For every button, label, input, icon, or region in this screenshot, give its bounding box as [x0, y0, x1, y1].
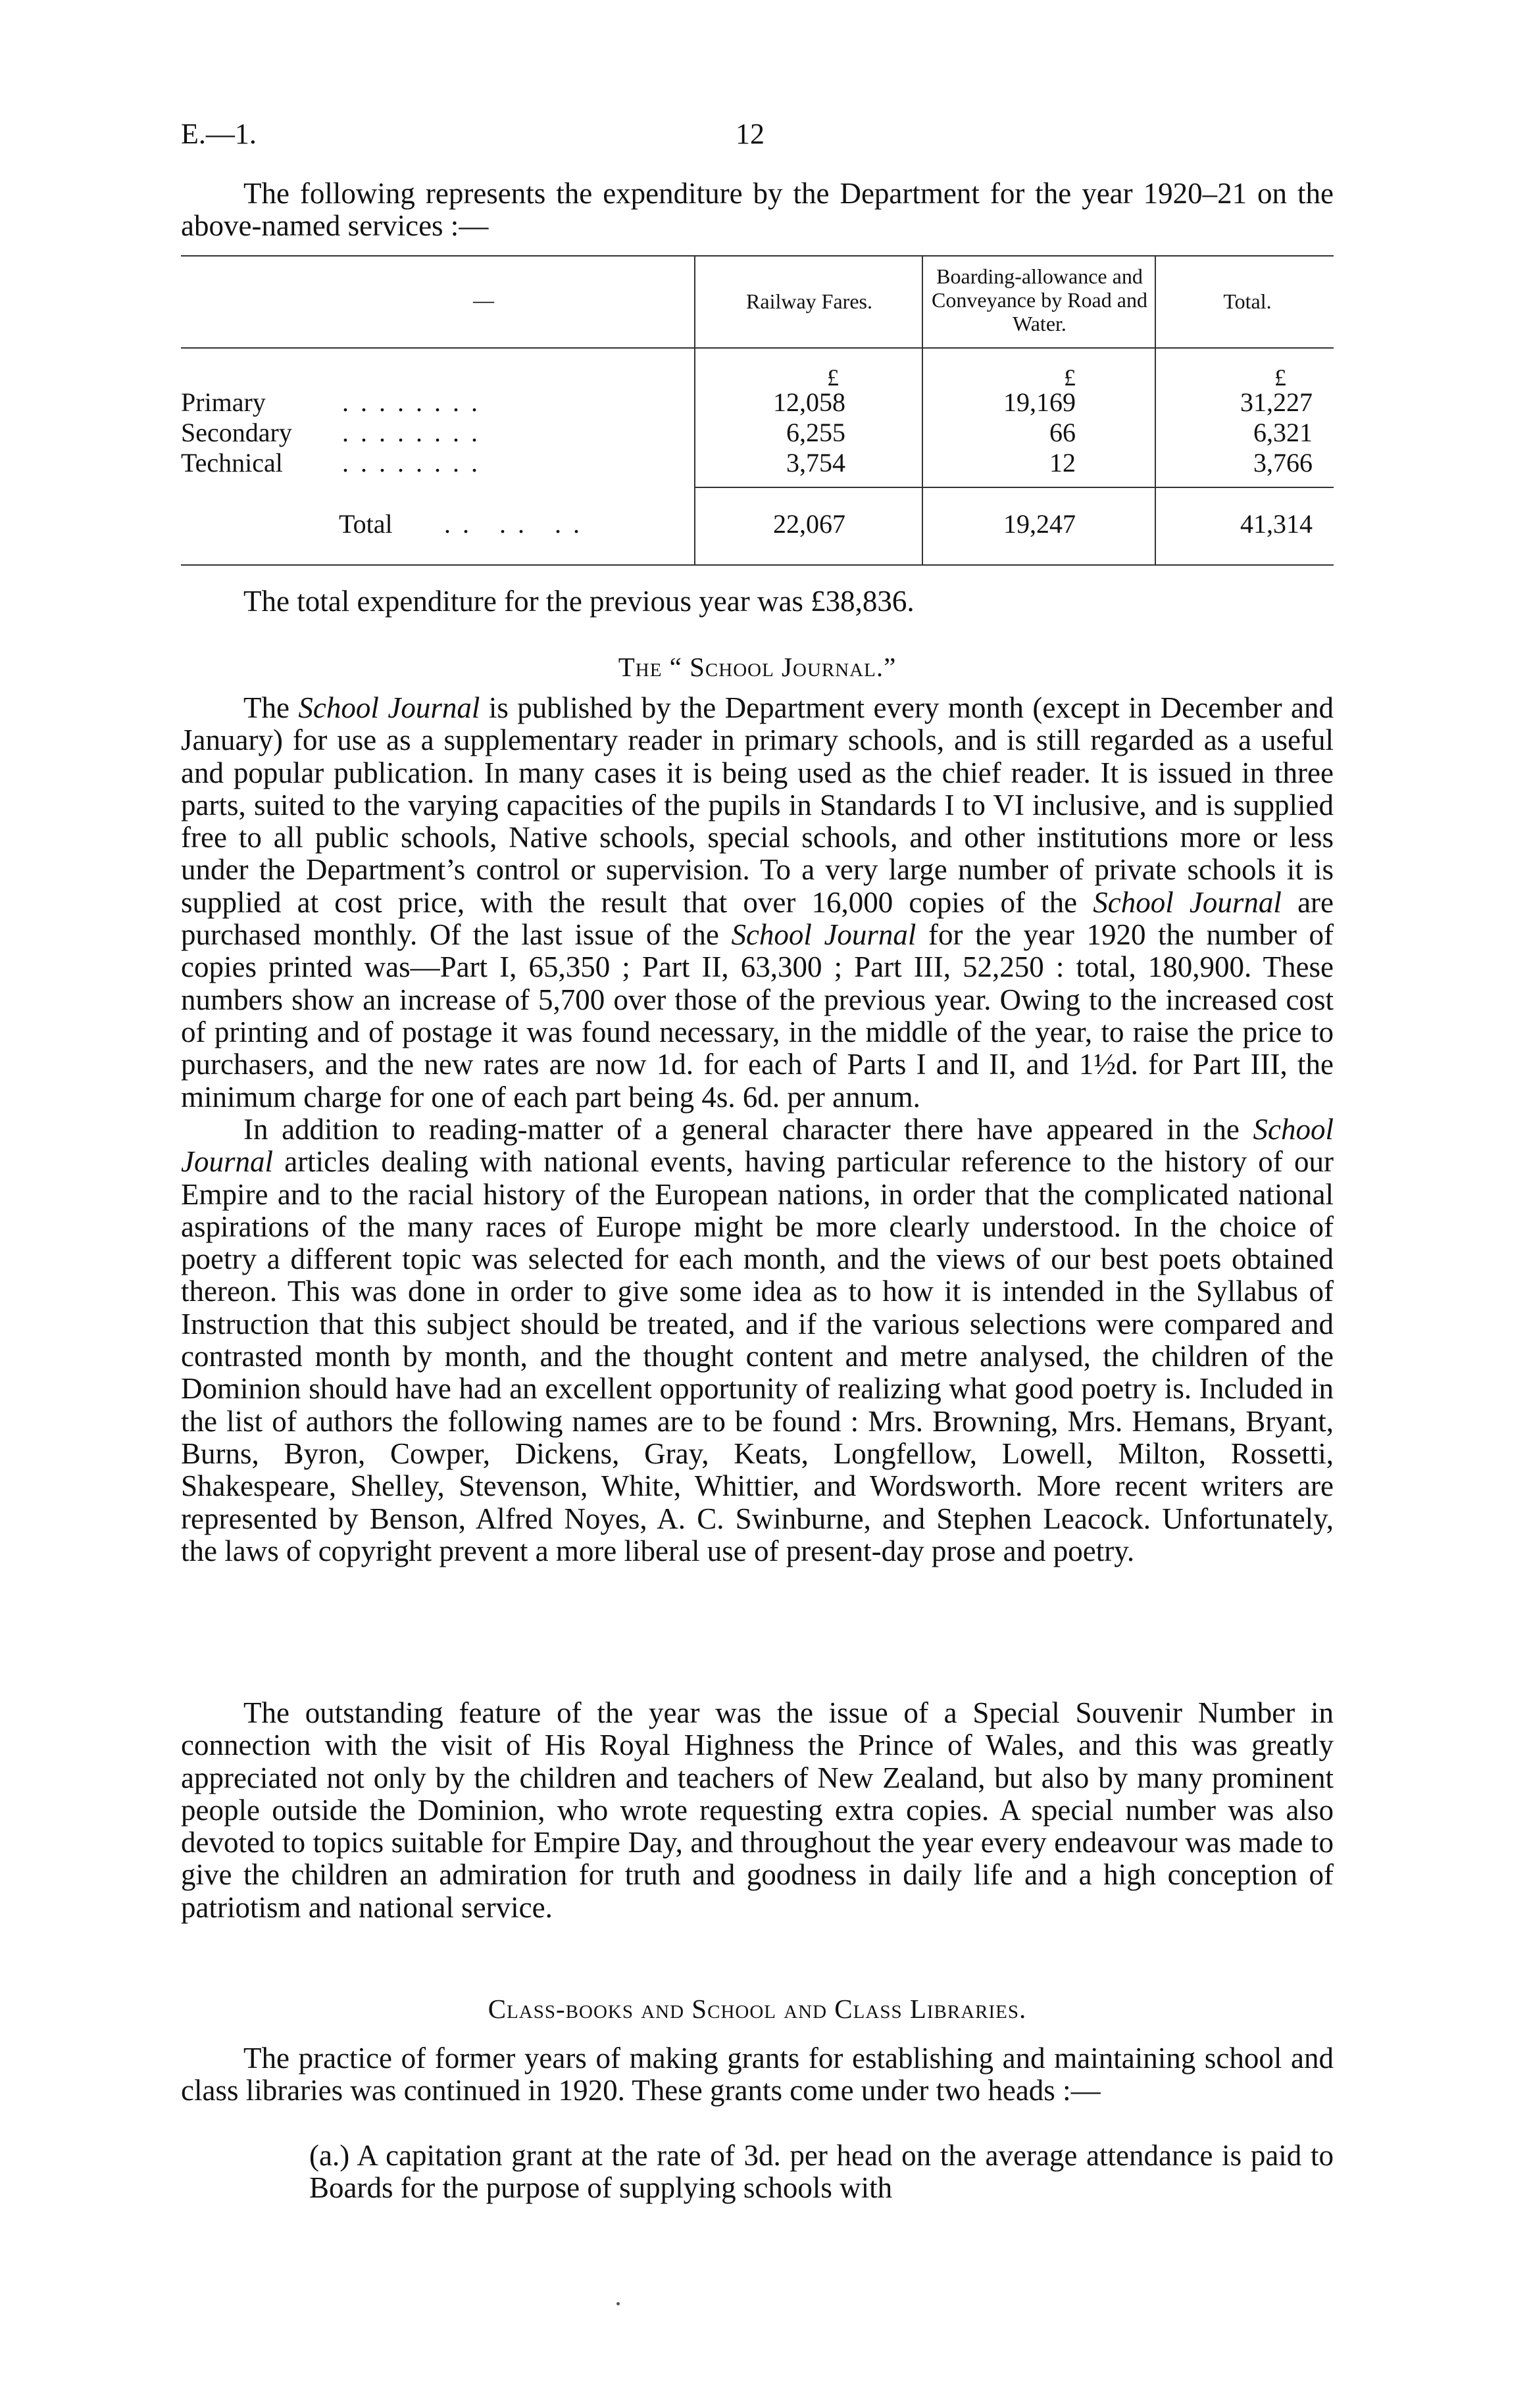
- school-journal-paragraph-3: [181, 1697, 1334, 1924]
- previous-year-paragraph: [181, 585, 1334, 618]
- table-col-divider-1: [694, 255, 695, 564]
- italic-title: School Journal: [1093, 885, 1282, 919]
- school-journal-paragraph-1: [181, 692, 1334, 1114]
- italic-title: School Journal: [298, 691, 480, 724]
- stray-mark: [616, 2302, 620, 2305]
- school-journal-paragraph-2: [181, 1114, 1334, 1567]
- row-dots: . . . . . .: [444, 509, 582, 539]
- col-header-railway: Railway Fares.: [746, 289, 872, 313]
- pound-symbol-railway: £: [827, 364, 839, 391]
- pound-symbol-total: £: [1274, 364, 1286, 391]
- cell-technical-boarding: 12: [1049, 448, 1076, 478]
- text-run: The outstanding feature of the year was the issue of a Special Souvenir Number in connection with the visit of His Royal Highness the Prince of Wales, and this was greatly appreciated not only by the children and teachers of New Zealand, but also by many prominent people outside the Dominion, who wrote requesting extra copies. A special number was also devoted to topics suitable for Empire Day, and throughout the year every endeavour was made to give the children an admiration for truth and goodness in daily life and a high conception of patriotism and national service.: [181, 1696, 1334, 1924]
- cell-secondary-boarding: 66: [1049, 418, 1076, 447]
- list-item-label: (a.): [309, 2139, 350, 2172]
- table-top-rule: [181, 255, 1334, 257]
- intro-paragraph: [181, 178, 1334, 243]
- page-number: 12: [736, 118, 765, 150]
- section-title-school-journal: The “ School Journal.”: [618, 652, 897, 682]
- text-run: articles dealing with national events, having particular reference to the history of our Empire and to the racial history of the European nations, in order that the complicated national aspirations of the many races of Europe might be more clearly understood. In the choice of poetry a different topic was selected for each month, and the views of our best poets obtained thereon. This was done in order to give some idea as to how it is intended in the Syllabus of Instruction that this subject should be treated, and if the various selections were compared and contrasted month by month, and the thought content and metre analysed, the children of the Dominion should have had an excellent opportunity of realizing what good poetry is. Included in the list of authors the following names are to be found : Mrs. Browning, Mrs. Hemans, Bryant, Burns, Byron, Cowper, Dickens, Gray, Keats, Longfellow, Lowell, Milton, Rossetti, Shakespeare, Shelley, Stevenson, White, Whittier, and Wordsworth. More recent writers are represented by Benson, Alfred Noyes, A. C. Swinburne, and Stephen Leacock. Unfortunately, the laws of copyright prevent a more liberal use of present-day prose and poetry.: [181, 1145, 1334, 1567]
- row-label-total: Total: [339, 509, 393, 539]
- table-col-divider-3: [1155, 255, 1156, 564]
- intro-text: The following represents the expenditure by the Department for the year 1920–21 on the above-named services :—: [181, 177, 1334, 243]
- italic-title: School Journal: [181, 1113, 1334, 1179]
- row-dots: . . . . . . . .: [342, 448, 480, 478]
- row-label-technical: Technical: [181, 448, 283, 478]
- row-label-secondary: Secondary: [181, 418, 292, 447]
- col-header-total: Total.: [1223, 289, 1272, 313]
- document-reference: E.—1.: [181, 118, 257, 150]
- cell-total-railway: 22,067: [773, 509, 845, 539]
- cell-primary-total: 31,227: [1240, 387, 1313, 417]
- italic-title: School Journal: [731, 918, 916, 952]
- cell-technical-railway: 3,754: [786, 448, 845, 478]
- cell-secondary-total: 6,321: [1253, 418, 1313, 447]
- cell-total-total: 41,314: [1240, 509, 1313, 539]
- text-run: In addition to reading-matter of a general character there have appeared in the: [243, 1113, 1253, 1146]
- table-col-divider-2: [922, 255, 923, 564]
- cell-total-boarding: 19,247: [1003, 509, 1076, 539]
- col-header-boarding: Boarding-allowance and Conveyance by Road and Water.: [932, 264, 1147, 335]
- cell-secondary-railway: 6,255: [786, 418, 845, 447]
- libraries-paragraph: [181, 2042, 1334, 2107]
- cell-primary-railway: 12,058: [773, 387, 845, 417]
- table-bottom-rule: [181, 564, 1334, 566]
- table-header-rule: [181, 347, 1334, 349]
- text-run: The: [243, 691, 299, 724]
- row-dots: . . . . . . . .: [342, 387, 480, 417]
- table-sum-rule: [694, 487, 1334, 488]
- text-run: are purchased monthly. Of the last issue of the: [181, 885, 1334, 952]
- pound-symbol-boarding: £: [1064, 364, 1076, 391]
- col-header-blank: —: [473, 288, 494, 312]
- list-item-text: A capitation grant at the rate of 3d. per head on the average attendance is paid to Boards for the purpose of supplying schools with: [309, 2139, 1334, 2205]
- previous-year-text: The total expenditure for the previous year was £38,836.: [243, 585, 915, 618]
- expenditure-table: [181, 255, 1334, 571]
- row-dots: . . . . . . . .: [342, 418, 480, 447]
- cell-primary-boarding: 19,169: [1003, 387, 1076, 417]
- text-run: is published by the Department every month (except in December and January) for use as a supplementary reader in primary schools, and is still regarded as a useful and popular publication. In many cases it is being used as the chief reader. It is issued in three parts, suited to the varying capacities of the pupils in Standards I to VI inclusive, and is supplied free to all public schools, Native schools, special schools, and other institutions more or less under the Department’s control or supervision. To a very large number of private schools it is supplied at cost price, with the result that over 16,000 copies of the: [181, 691, 1334, 919]
- section-title-class-books: Class-books and School and Class Libraries.: [488, 1994, 1027, 2024]
- list-item-a: [309, 2140, 1334, 2205]
- text-run: The practice of former years of making grants for establishing and maintaining school and class libraries was continued in 1920. These grants come under two heads :—: [181, 2042, 1334, 2107]
- cell-technical-total: 3,766: [1253, 448, 1313, 478]
- text-run: for the year 1920 the number of copies printed was—Part I, 65,350 ; Part II, 63,300 ; Part III, 52,250 : total, 180,900. These numbers show an increase of 5,700 over those of the previous year. Owing to the increased cost of printing and of postage it was found necessary, in the middle of the year, to raise the price to purchasers, and the new rates are now 1d. for each of Parts I and II, and 1½d. for Part III, the minimum charge for one of each part being 4s. 6d. per annum.: [181, 918, 1334, 1114]
- row-label-primary: Primary: [181, 387, 266, 417]
